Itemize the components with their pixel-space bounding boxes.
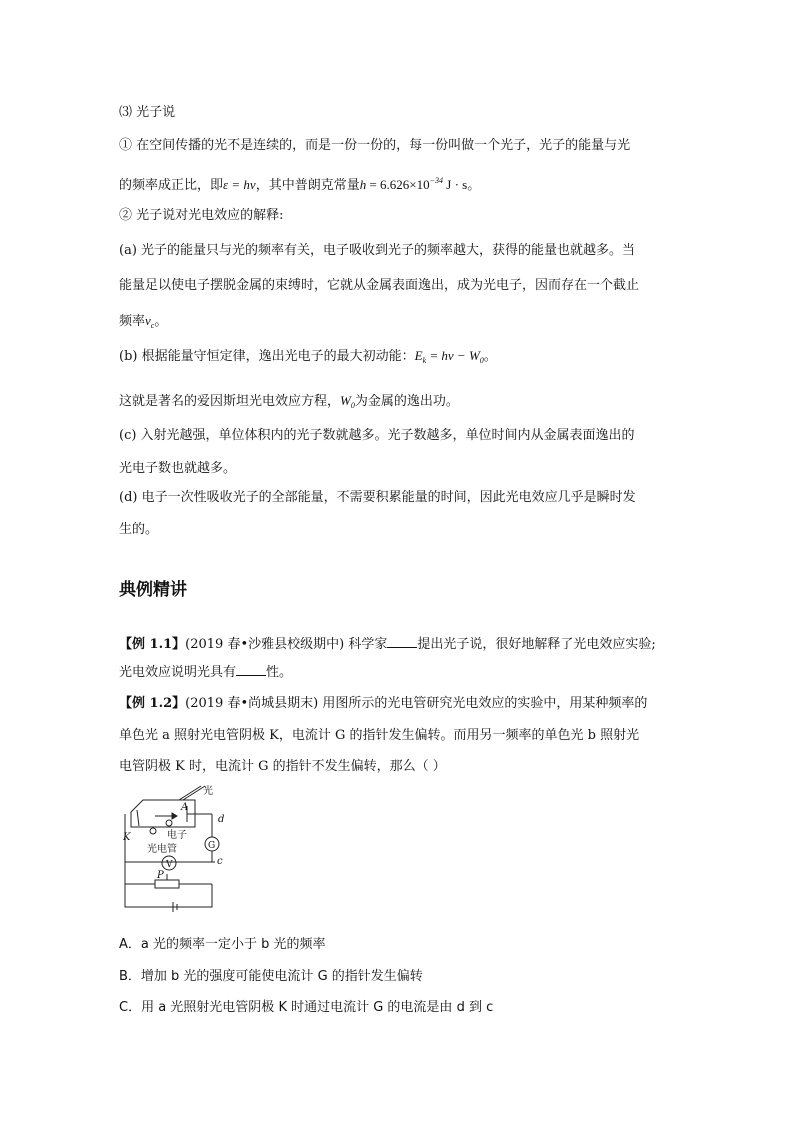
- option-c[interactable]: C．用 a 光照射光电管阴极 K 时通过电流计 G 的电流是由 d 到 c: [119, 1000, 494, 1015]
- equation-rhs: = hν − W: [426, 348, 480, 363]
- planck-symbol: h: [359, 177, 367, 192]
- example-1-1-line1: [119, 635, 656, 654]
- point-b-line1: [119, 347, 497, 370]
- label-anode: A: [181, 802, 189, 813]
- photoelectric-circuit-diagram: [117, 782, 227, 912]
- option-b[interactable]: B．增加 b 光的强度可能使电流计 G 的指针发生偏转: [119, 969, 423, 984]
- w0-subscript: 0: [479, 356, 484, 365]
- einstein-equation: [415, 348, 484, 363]
- text-fragment: ，其中普朗克常量: [255, 178, 360, 193]
- text-fragment: 。: [467, 178, 481, 193]
- text-fragment: (2019 春•沙雅县校级期中) 科学家: [185, 637, 388, 652]
- electron-symbol: [166, 820, 172, 826]
- example-tag: 【例 1.1】: [119, 637, 186, 652]
- text-fragment: 这就是著名的爱因斯坦光电效应方程，: [119, 394, 341, 409]
- text-fragment: (b) 根据能量守恒定律，逸出光电子的最大初动能：: [119, 349, 415, 364]
- text-fragment: 。: [483, 349, 497, 364]
- example-tag: 【例 1.2】: [119, 696, 186, 711]
- text-fragment: 。: [154, 314, 168, 329]
- example-1-2-line3: 电管阴极 K 时，电流计 G 的指针不发生偏转，那么（ ）: [119, 759, 446, 774]
- item3-title: ⑶ 光子说: [119, 105, 176, 120]
- label-slider: P: [157, 870, 164, 881]
- arrow-head: [172, 813, 177, 819]
- text-fragment: 提出光子说，很好地解释了光电效应实验;: [417, 637, 656, 652]
- nu-symbol: ν: [145, 313, 151, 328]
- formula-energy: ε = hν: [223, 177, 256, 192]
- text-fragment: 性。: [266, 665, 293, 680]
- example-1-2-line2: 单色光 a 照射光电管阴极 K，电流计 G 的指针发生偏转。而用另一频率的单色光 b 照射光: [119, 728, 640, 743]
- answer-blank[interactable]: [236, 663, 266, 676]
- w-subscript: 0: [350, 401, 355, 410]
- answer-blank[interactable]: [387, 635, 417, 648]
- formula-planck: [360, 177, 468, 192]
- w-symbol: W: [340, 393, 351, 408]
- ek-subscript: k: [422, 356, 427, 365]
- ek-symbol: E: [414, 348, 423, 363]
- example-1-2-line1: [119, 695, 647, 713]
- text-fragment: 的频率成正比，即: [119, 178, 224, 193]
- planck-exponent: −34: [429, 176, 444, 185]
- label-c: c: [217, 856, 223, 867]
- work-function: [340, 393, 355, 408]
- light-beam: [183, 786, 205, 800]
- light-beam: [179, 786, 201, 800]
- text-fragment: 频率: [119, 314, 146, 329]
- label-d: d: [218, 814, 225, 825]
- label-photocell: 光电管: [147, 844, 177, 855]
- text-fragment: (2019 春•尚城县期末) 用图所示的光电管研究光电效应的实验中，用某种频率的: [185, 696, 648, 711]
- label-electron: 电子: [167, 830, 187, 841]
- label-galvanometer: G: [208, 841, 216, 851]
- label-voltmeter: V: [166, 860, 173, 870]
- point-d-line1: (d) 电子一次性吸收光子的全部能量，不需要积累能量的时间，因此光电效应几乎是瞬时发: [119, 490, 636, 505]
- text-fragment: 为金属的逸出功。: [354, 394, 459, 409]
- text-fragment: 光电效应说明光具有: [119, 665, 237, 680]
- rheostat: [155, 880, 179, 888]
- cathode-plate: [137, 810, 139, 826]
- planck-value: = 6.626×10: [366, 177, 430, 192]
- point-b-line2: [119, 392, 459, 415]
- point-a-line1: (a) 光子的能量只与光的频率有关，电子吸收到光子的频率越大，获得的能量也就越多。当: [119, 243, 636, 258]
- planck-unit: J · s: [443, 177, 468, 192]
- explanation-intro: ② 光子说对光电效应的解释:: [119, 208, 284, 223]
- point-c-line2: 光电子数也就越多。: [119, 461, 237, 476]
- section-heading: 典例精讲: [119, 580, 187, 600]
- label-light: 光: [203, 786, 213, 797]
- point-a-line2: 能量足以使电子摆脱金属的束缚时，它就从金属表面逸出，成为光电子，因而存在一个截止: [119, 278, 640, 293]
- point-d-line2: 生的。: [119, 522, 159, 537]
- electron-symbol: [150, 828, 156, 834]
- point-c-line1: (c) 入射光越强，单位体积内的光子数就越多。光子数越多，单位时间内从金属表面逸出的: [119, 428, 635, 443]
- point-a-line3: [119, 312, 167, 335]
- option-a[interactable]: A．a 光的频率一定小于 b 光的频率: [119, 937, 326, 952]
- photon-theory-para-line2: [119, 172, 480, 195]
- example-1-1-line2: [119, 663, 292, 682]
- cutoff-frequency: [145, 313, 154, 328]
- label-cathode: K: [123, 832, 131, 843]
- nu-subscript: c: [150, 321, 155, 330]
- photon-theory-para-line1: ① 在空间传播的光不是连续的，而是一份一份的，每一份叫做一个光子，光子的能量与光: [119, 138, 631, 153]
